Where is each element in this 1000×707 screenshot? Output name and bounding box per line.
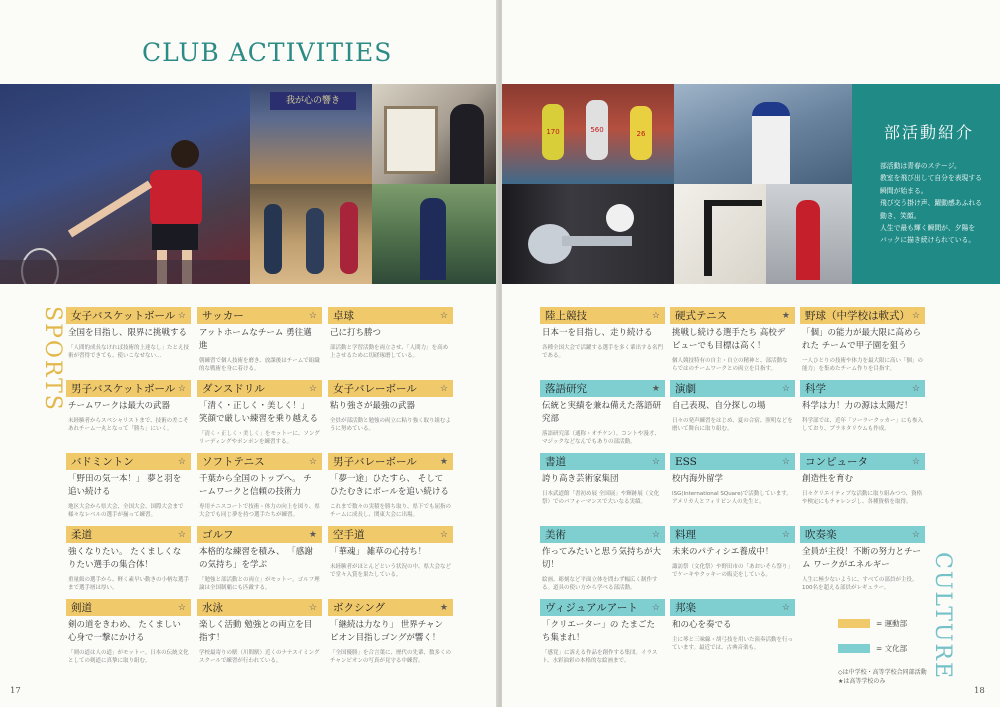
club-header [328,307,453,324]
club-card [670,599,795,652]
club-card [800,307,925,373]
club-header [540,453,665,470]
club-description: これまで数々の実積を勝ち取り、県下でも屈指のチームに成長し、関東大会に出場。 [330,504,452,518]
ink-brush-stroke [704,200,762,276]
club-name: 書道 [545,456,566,468]
club-description: ISG(International SQuare)で活動しています。アメリカ人とフィリピン人の先生と。 [672,491,792,505]
club-card [800,453,925,506]
club-name: ソフトテニス [202,456,265,468]
club-header [800,453,925,470]
club-catchphrase: 伝統と実績を兼ね備えた落語研究部 [542,401,662,424]
club-name: ダンスドリル [202,383,265,395]
club-description: 学校最寄りの駅（川間駅）近くのナナスイミングスクールで練習が行われている。 [199,650,320,664]
club-mark-icon: ☆ [651,529,660,540]
club-catchphrase: 本格的な練習を積み、 「感謝の気持ち」を学ぶ [199,547,313,570]
club-card [540,307,665,360]
club-description: 「感覚」に訴える作品を創作する集団。イラスト、水彩油彩の本格的な絵画まで。 [542,650,658,664]
club-description: 主に琴と三味線・胡弓技を用いた演奏活動を行っています。最近では、古典音楽も。 [672,637,794,651]
boxer-figure [796,200,820,280]
club-mark-icon: ☆ [308,456,317,467]
club-catchphrase: 千葉から全国のトップへ。 チームワークと信頼の技術力 [199,474,312,497]
club-description: 日々クリエイティブな活動に取り組みつつ、資格や検定にもチャレンジし、各種資格を取得。 [802,491,923,505]
club-header [197,453,322,470]
right-page [502,0,1000,707]
club-catchphrase: 剣の道をきわめ、 たくましい心身で一撃にかける [68,620,181,643]
club-name: 邦楽 [675,602,696,614]
club-card [540,453,665,506]
trumpet-icon [502,184,674,284]
club-description: 「清く・正しく・美しく」をモットーに、ソングリーディングやポンポンを練習する。 [199,431,320,445]
club-catchphrase: 誇り高き芸術家集団 [542,474,619,484]
club-catchphrase: 強くなりたい。 たくましくなりたい選手の集合体！ [68,547,182,570]
club-header [670,453,795,470]
club-name: 柔道 [71,529,92,541]
club-mark-icon: ☆ [177,310,186,321]
club-card [670,526,795,579]
runner-number-1: 170 [546,128,560,136]
club-card [66,526,191,592]
club-card [197,453,322,519]
club-description: 朝練習で個人技術を磨き、放課後はチームで組織的な戦術を身に着ける。 [199,358,320,372]
club-name: 科学 [805,383,826,395]
club-header [197,307,322,324]
club-description: 部活動と学習活動を両立させ、「人間力」を高め上させるために切磋琢磨している。 [330,345,449,359]
club-card [66,599,191,665]
club-name: 落語研究 [545,383,587,395]
club-catchphrase: 全国を目指し、限界に挑戦する [68,328,188,338]
club-description: 個人競技特有の自主・自立の精神と、部活動ならではのチームワークとの両立を目指す。 [672,358,788,372]
club-catchphrase: 「野田の気一本！」 夢と羽を追い続ける [68,474,182,497]
club-name: バドミントン [71,456,134,468]
club-mark-icon: ★ [308,529,317,540]
club-catchphrase: 作ってみたいと思う気持ちが大切！ [542,547,662,570]
club-name: 演劇 [675,383,696,395]
club-name: 硬式テニス [675,310,728,322]
club-card [328,453,453,519]
boxing-photo [766,184,852,284]
club-mark-icon: ☆ [781,383,790,394]
club-mark-icon: ★ [439,456,448,467]
dancer-2 [306,208,324,274]
club-catchphrase: 「クリエーター」の たまごたち集まれ！ [542,620,656,643]
club-catchphrase: 「清く・正しく・美しく！」 笑顔で厳しい練習を乗り越える [199,401,319,424]
club-name: ヴィジュアルアート [545,602,638,614]
club-name: 女子バスケットボール [71,310,176,322]
club-mark-icon: ☆ [439,529,448,540]
club-description: 落語研究部（通称・オチケン）。コントや漫才、マジックなどなんでもありの部活動。 [542,431,660,445]
club-description: 日々の発声練習をはじめ、夏の合宿、照明などを磨いて舞台に取り組む。 [672,418,793,432]
sports-label: SPORTS [40,306,65,412]
intro-title: 部活動紹介 [884,123,975,142]
club-header [66,453,191,470]
legend-culture-label: = 文化部 [876,644,908,653]
club-name: 吹奏楽 [805,529,837,541]
baseball-photo [674,84,852,184]
club-card [540,380,665,446]
club-mark-icon: ★ [439,602,448,613]
club-mark-icon: ☆ [781,529,790,540]
club-name: コンピュータ [805,456,868,468]
page-number-right: 18 [974,686,985,696]
legend-sport [838,618,927,629]
club-header [670,599,795,616]
club-catchphrase: 「華魂」 雑草の心持ち！ [330,547,427,557]
legend-note-2: ★は高等学校のみ [838,678,886,685]
club-card [328,526,453,579]
club-header [540,526,665,543]
club-catchphrase: 未来のパティシエ養成中！ [672,547,774,557]
club-name: 男子バレーボール [333,456,417,468]
club-card [670,307,795,373]
club-catchphrase: 日本一を目指し、走り続ける [542,328,653,338]
club-name: 陸上競技 [545,310,587,322]
track-photo [502,84,674,184]
club-mark-icon: ☆ [177,602,186,613]
club-name: ESS [675,455,697,468]
club-catchphrase: 自己表現、自分探しの場 [672,401,766,411]
club-header [540,307,665,324]
calligraphy-teacher-photo [372,84,496,184]
intro-line: 飛び交う掛け声、躍動感あふれる [880,199,982,208]
club-name: 卓球 [333,310,354,322]
club-description: 「人間的成長なければ技術的上達なし」たとえ技術が習得できても、使いこなせない… [68,345,190,359]
club-card [197,307,322,373]
club-catchphrase: 科学は力！力の源は太陽だ！ [802,401,913,411]
legend-culture [838,643,927,654]
club-description: 「剣の道は人の道」がモットー。日本の伝統文化としての剣道に真摯に取り組む。 [68,650,189,664]
club-card [66,307,191,360]
club-header [66,380,191,397]
club-name: 剣道 [71,602,92,614]
club-card [328,380,453,433]
club-mark-icon: ☆ [651,310,660,321]
club-name: 料理 [675,529,696,541]
club-mark-icon: ☆ [911,383,920,394]
club-mark-icon: ☆ [439,310,448,321]
club-header [197,526,322,543]
sketch-board [384,106,438,174]
club-description: 「勉強と部活動との両立」がモットー。ゴルフ理論は全国制覇にも匹敵する。 [199,577,320,591]
club-description: 未経験者がほとんどという状況の中、県大会などで堂々入賞を果たしている。 [330,564,452,578]
teacher-figure [450,104,484,184]
club-mark-icon: ★ [781,310,790,321]
batter-figure [752,102,790,184]
volleyball-banner: 我が心の響き [270,92,356,110]
club-name: 美術 [545,529,566,541]
club-description: 未経験者からスペシャリストまで、技術の差こそあれチーム一丸となって「勝ち」にいく。 [68,418,189,432]
club-header [800,307,925,324]
club-card [197,526,322,592]
intro-line: 瞬間が始まる。 [880,186,928,195]
club-header [670,307,795,324]
club-card [328,307,453,360]
badminton-photo [0,84,250,284]
club-description: 地区大会から県大会、全国大会、国際大会まで様々なレベルの選手が揃って練習。 [68,504,184,518]
club-mark-icon: ☆ [911,529,920,540]
club-mark-icon: ★ [651,383,660,394]
culture-label: CULTURE [930,552,955,681]
club-mark-icon: ☆ [781,456,790,467]
club-card [540,599,665,665]
club-card [670,380,795,433]
page-title: CLUB ACTIVITIES [142,38,393,67]
club-mark-icon: ☆ [177,456,186,467]
club-description: 科学部では、近年「ソーラークッカー」にも参入しており、プラネタリウムも作成。 [802,418,924,432]
intro-line: 教室を飛び出して自分を表現する [880,174,982,183]
club-name: 水泳 [202,602,223,614]
legend [838,618,927,686]
club-description: 一人ひとりの技術や体力を最大限に高い「個」の能力」を集めたチーム作りを目指す。 [802,358,924,372]
club-description: 人生に極少ないように、すべての部員が主役。100名を超える部員がレギュラー。 [802,577,918,591]
club-catchphrase: 楽しく活動 勉強との両立を目指す！ [199,620,313,643]
club-header [328,453,453,470]
dancer-1 [264,204,282,274]
intro-line: バックに描き続けられている。 [880,236,976,245]
club-catchphrase: 「夢一途」ひたすら、 そしてひたむきにボールを追い続ける [330,474,449,497]
legend-note-1: ◇は中学校・高等学校合同部活動 [838,669,927,676]
club-header [328,599,453,616]
dancer-3 [340,202,358,274]
club-mark-icon: ☆ [651,456,660,467]
club-card [800,526,925,592]
club-header [800,526,925,543]
club-mark-icon: ☆ [177,383,186,394]
club-header [328,380,453,397]
club-name: 空手道 [333,529,365,541]
club-catchphrase: 校内海外留学 [672,474,724,484]
club-catchphrase: 「個」の能力が最大限に高められた チームで甲子園を狙う [802,328,922,351]
club-header [66,307,191,324]
club-description: 絵画、彫刻など平面立体を問わず幅広く制作する。道具の使い方から学べる部活動。 [542,577,658,591]
club-description: 重量級の選手から、軽く素早い動きの小柄な選手まで選手層は厚い。 [68,577,190,591]
club-name: ゴルフ [202,529,234,541]
intro-line: 動き、笑顔。 [880,211,921,220]
club-header [197,599,322,616]
legend-sport-swatch [838,619,870,628]
club-card [197,599,322,665]
club-header [66,599,191,616]
legend-culture-swatch [838,644,870,653]
club-catchphrase: 和の心を奏でる [672,620,732,630]
club-name: サッカー [202,310,244,322]
club-card [197,380,322,446]
calligraphy-photo [674,184,766,284]
page-number-left: 17 [10,686,21,696]
club-name: 女子バレーボール [333,383,417,395]
club-header [800,380,925,397]
club-card [66,453,191,519]
club-name: 野球（中学校は軟式） [805,310,910,322]
intro-line: 人生で最も輝く瞬間が、夕陽を [880,224,976,233]
intro-box [852,84,1000,284]
runner-number-3: 26 [636,130,646,138]
club-card [66,380,191,433]
runners-icon [502,84,674,184]
club-header [540,380,665,397]
left-page [0,0,498,707]
club-name: ボクシング [333,602,386,614]
club-mark-icon: ☆ [911,310,920,321]
club-description: 日本武道館「書初め展 全国展」や輝跡展（文化祭）でのパフォーマンスで大いなる実績。 [542,491,660,505]
club-description: 「全国優勝」を合言葉に、歴代の先輩、数多くのチャンピオンの写真が見守る中練習。 [330,650,452,664]
club-mark-icon: ☆ [308,310,317,321]
club-catchphrase: 「継続は力なり」 世界チャンピオン目指しゴングが響く！ [330,620,443,643]
club-description: 全員が部活動と勉強の両立に粘り強く取り組むように努めている。 [330,418,452,432]
club-description: 専用テニスコートで技術・体力の向上を図り、県大会でも同じ夢を持つ選手たちが練習。 [199,504,320,518]
club-catchphrase: チームワークは最大の武器 [68,401,171,411]
club-name: 男子バスケットボール [71,383,176,395]
runner-number-2: 560 [590,126,604,134]
club-header [670,526,795,543]
club-mark-icon: ☆ [781,602,790,613]
club-card [670,453,795,506]
club-card [800,380,925,433]
club-catchphrase: アットホームなチーム 勇往邁進 [199,328,312,351]
club-mark-icon: ☆ [651,602,660,613]
club-mark-icon: ☆ [308,602,317,613]
tennis-player [420,198,446,280]
club-card [328,599,453,665]
club-catchphrase: 挑戦し続ける選手たち 高校デビューでも目標は高く！ [672,328,786,351]
club-catchphrase: 全員が主役！不断の努力とチーム ワークがエネルギー [802,547,922,570]
club-mark-icon: ☆ [911,456,920,467]
intro-text [880,160,992,247]
club-mark-icon: ☆ [308,383,317,394]
club-header [328,526,453,543]
club-header [670,380,795,397]
club-catchphrase: 創造性を育む [802,474,854,484]
club-header [66,526,191,543]
club-catchphrase: 己に打ち勝つ [330,328,382,338]
tennis-photo [372,184,496,284]
club-mark-icon: ☆ [177,529,186,540]
club-header [540,599,665,616]
intro-line: 部活動は青春のステージ。 [880,162,961,170]
dance-photo [250,184,372,284]
club-header [197,380,322,397]
legend-sport-label: = 運動部 [876,619,908,628]
club-description: 諏訪祭（文化祭）や野田市の「あおいそら祭り」でケーキやクッキーの販売をしている。 [672,564,794,578]
volleyball-photo [250,84,372,184]
club-description: 各種全国大会で活躍する選手を多く輩出する名門である。 [542,345,664,359]
badminton-player-icon [0,84,250,284]
club-catchphrase: 粘り強さが最強の武器 [330,401,416,411]
brass-band-photo [502,184,674,284]
club-card [540,526,665,592]
club-mark-icon: ☆ [439,383,448,394]
